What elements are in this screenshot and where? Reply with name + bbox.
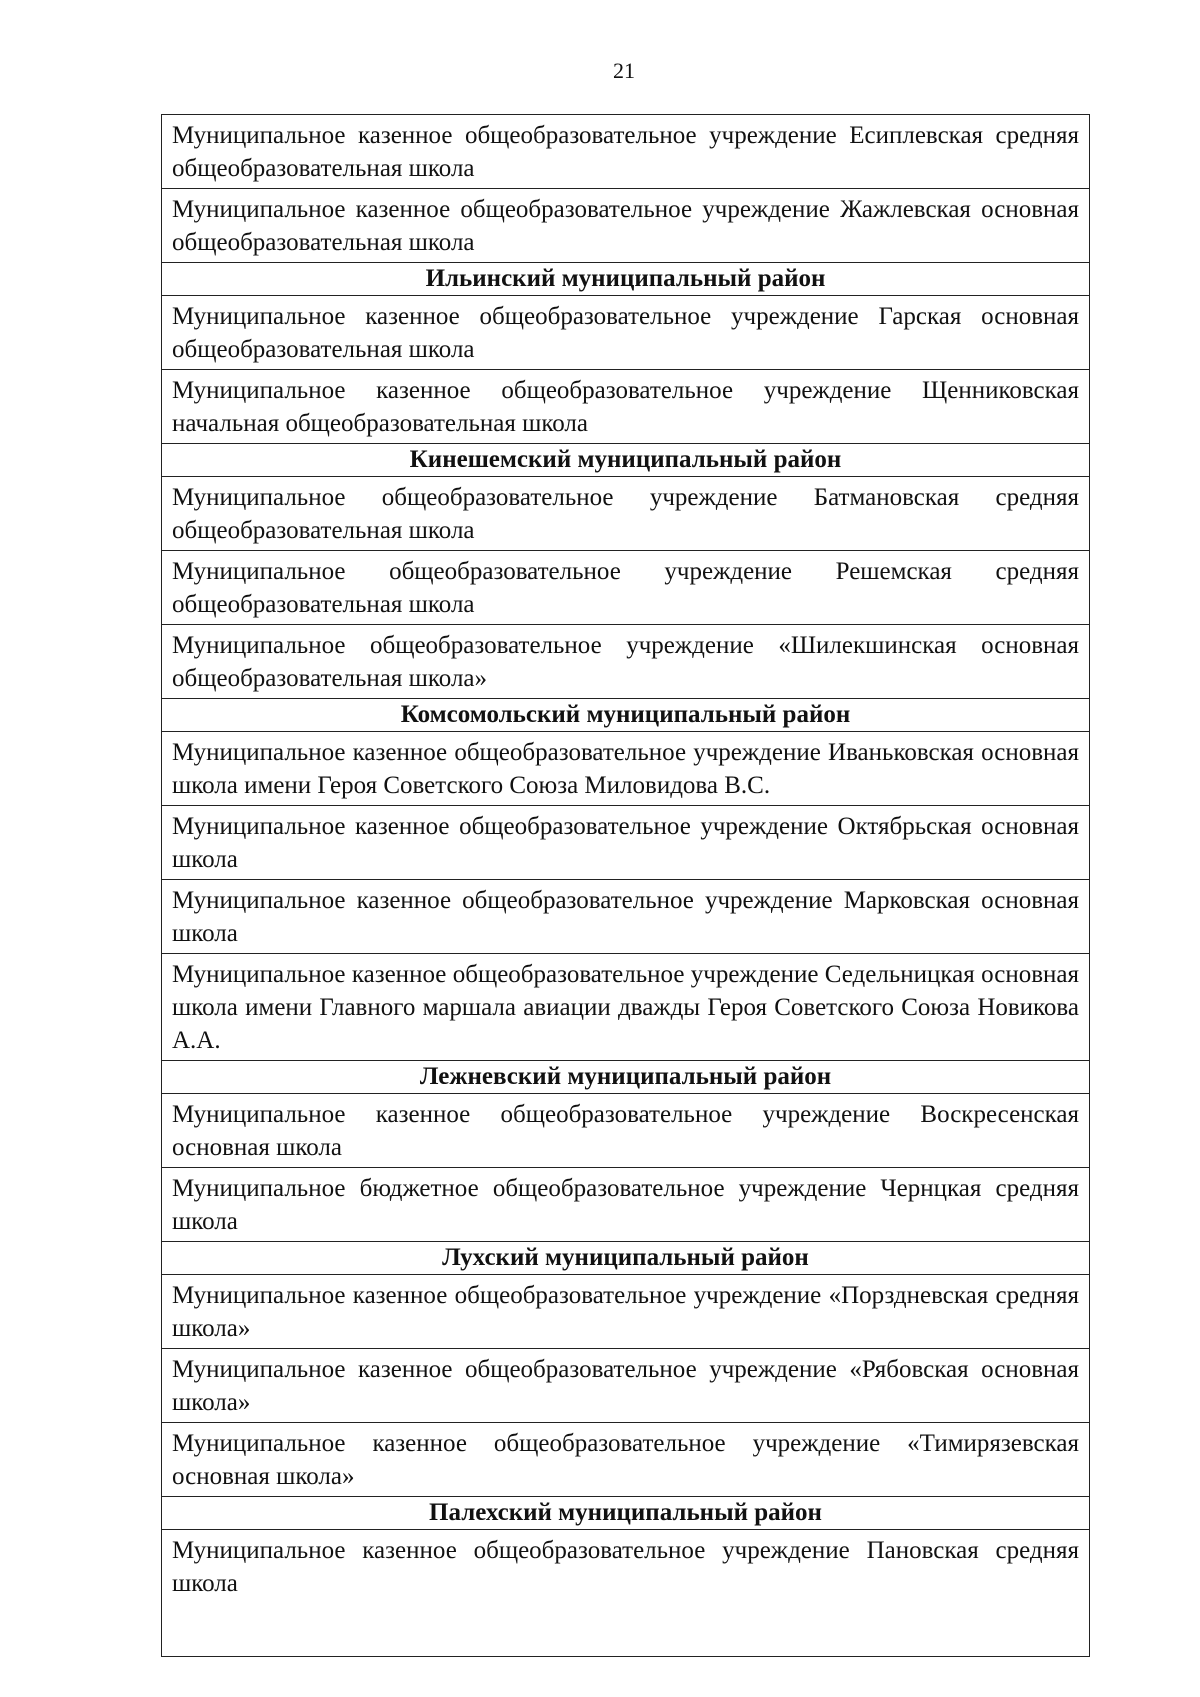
school-row: Муниципальное общеобразовательное учреждение Батмановская средняя общеобразовательная школа	[162, 477, 1089, 551]
district-heading: Комсомольский муниципальный район	[162, 699, 1089, 732]
school-row: Муниципальное бюджетное общеобразовательное учреждение Чернцкая средняя школа	[162, 1168, 1089, 1242]
school-row: Муниципальное казенное общеобразовательное учреждение «Рябовская основная школа»	[162, 1349, 1089, 1423]
school-row: Муниципальное казенное общеобразовательное учреждение Жажлевская основная общеобразовательная школа	[162, 189, 1089, 263]
school-row: Муниципальное казенное общеобразовательное учреждение Пановская средняя школа	[172, 1537, 1079, 1597]
school-row: Муниципальное казенное общеобразовательное учреждение Щенниковская начальная общеобразовательная школа	[162, 370, 1089, 444]
school-row: Муниципальное казенное общеобразовательное учреждение Воскресенская основная школа	[162, 1094, 1089, 1168]
school-row: Муниципальное общеобразовательное учреждение «Шилекшинская основная общеобразовательная школа»	[162, 625, 1089, 699]
district-heading: Кинешемский муниципальный район	[162, 444, 1089, 477]
school-row: Муниципальное казенное общеобразовательное учреждение Иваньковская основная школа имени Героя Советского Союза Миловидова В.С.	[162, 732, 1089, 806]
school-row: Муниципальное казенное общеобразовательное учреждение Есиплевская средняя общеобразовательная школа	[162, 115, 1089, 189]
school-row: Муниципальное казенное общеобразовательное учреждение Седельницкая основная школа имени Главного маршала авиации дважды Героя Советского Союза Новикова А.А.	[162, 954, 1089, 1061]
schools-table	[161, 114, 1090, 1657]
page-number: 21	[613, 58, 635, 83]
district-heading: Лухский муниципальный район	[162, 1242, 1089, 1275]
school-row: Муниципальное казенное общеобразовательное учреждение «Тимирязевская основная школа»	[162, 1423, 1089, 1497]
district-heading: Лежневский муниципальный район	[162, 1061, 1089, 1094]
district-heading: Палехский муниципальный район	[162, 1497, 1089, 1530]
school-row: Муниципальное казенное общеобразовательное учреждение Марковская основная школа	[162, 880, 1089, 954]
school-row: Муниципальное казенное общеобразовательное учреждение Октябрьская основная школа	[162, 806, 1089, 880]
district-heading: Ильинский муниципальный район	[162, 263, 1089, 296]
school-row: Муниципальное общеобразовательное учреждение Решемская средняя общеобразовательная школа	[162, 551, 1089, 625]
school-row: Муниципальное казенное общеобразовательное учреждение Гарская основная общеобразовательная школа	[162, 296, 1089, 370]
school-row: Муниципальное казенное общеобразовательное учреждение «Порздневская средняя школа»	[162, 1275, 1089, 1349]
